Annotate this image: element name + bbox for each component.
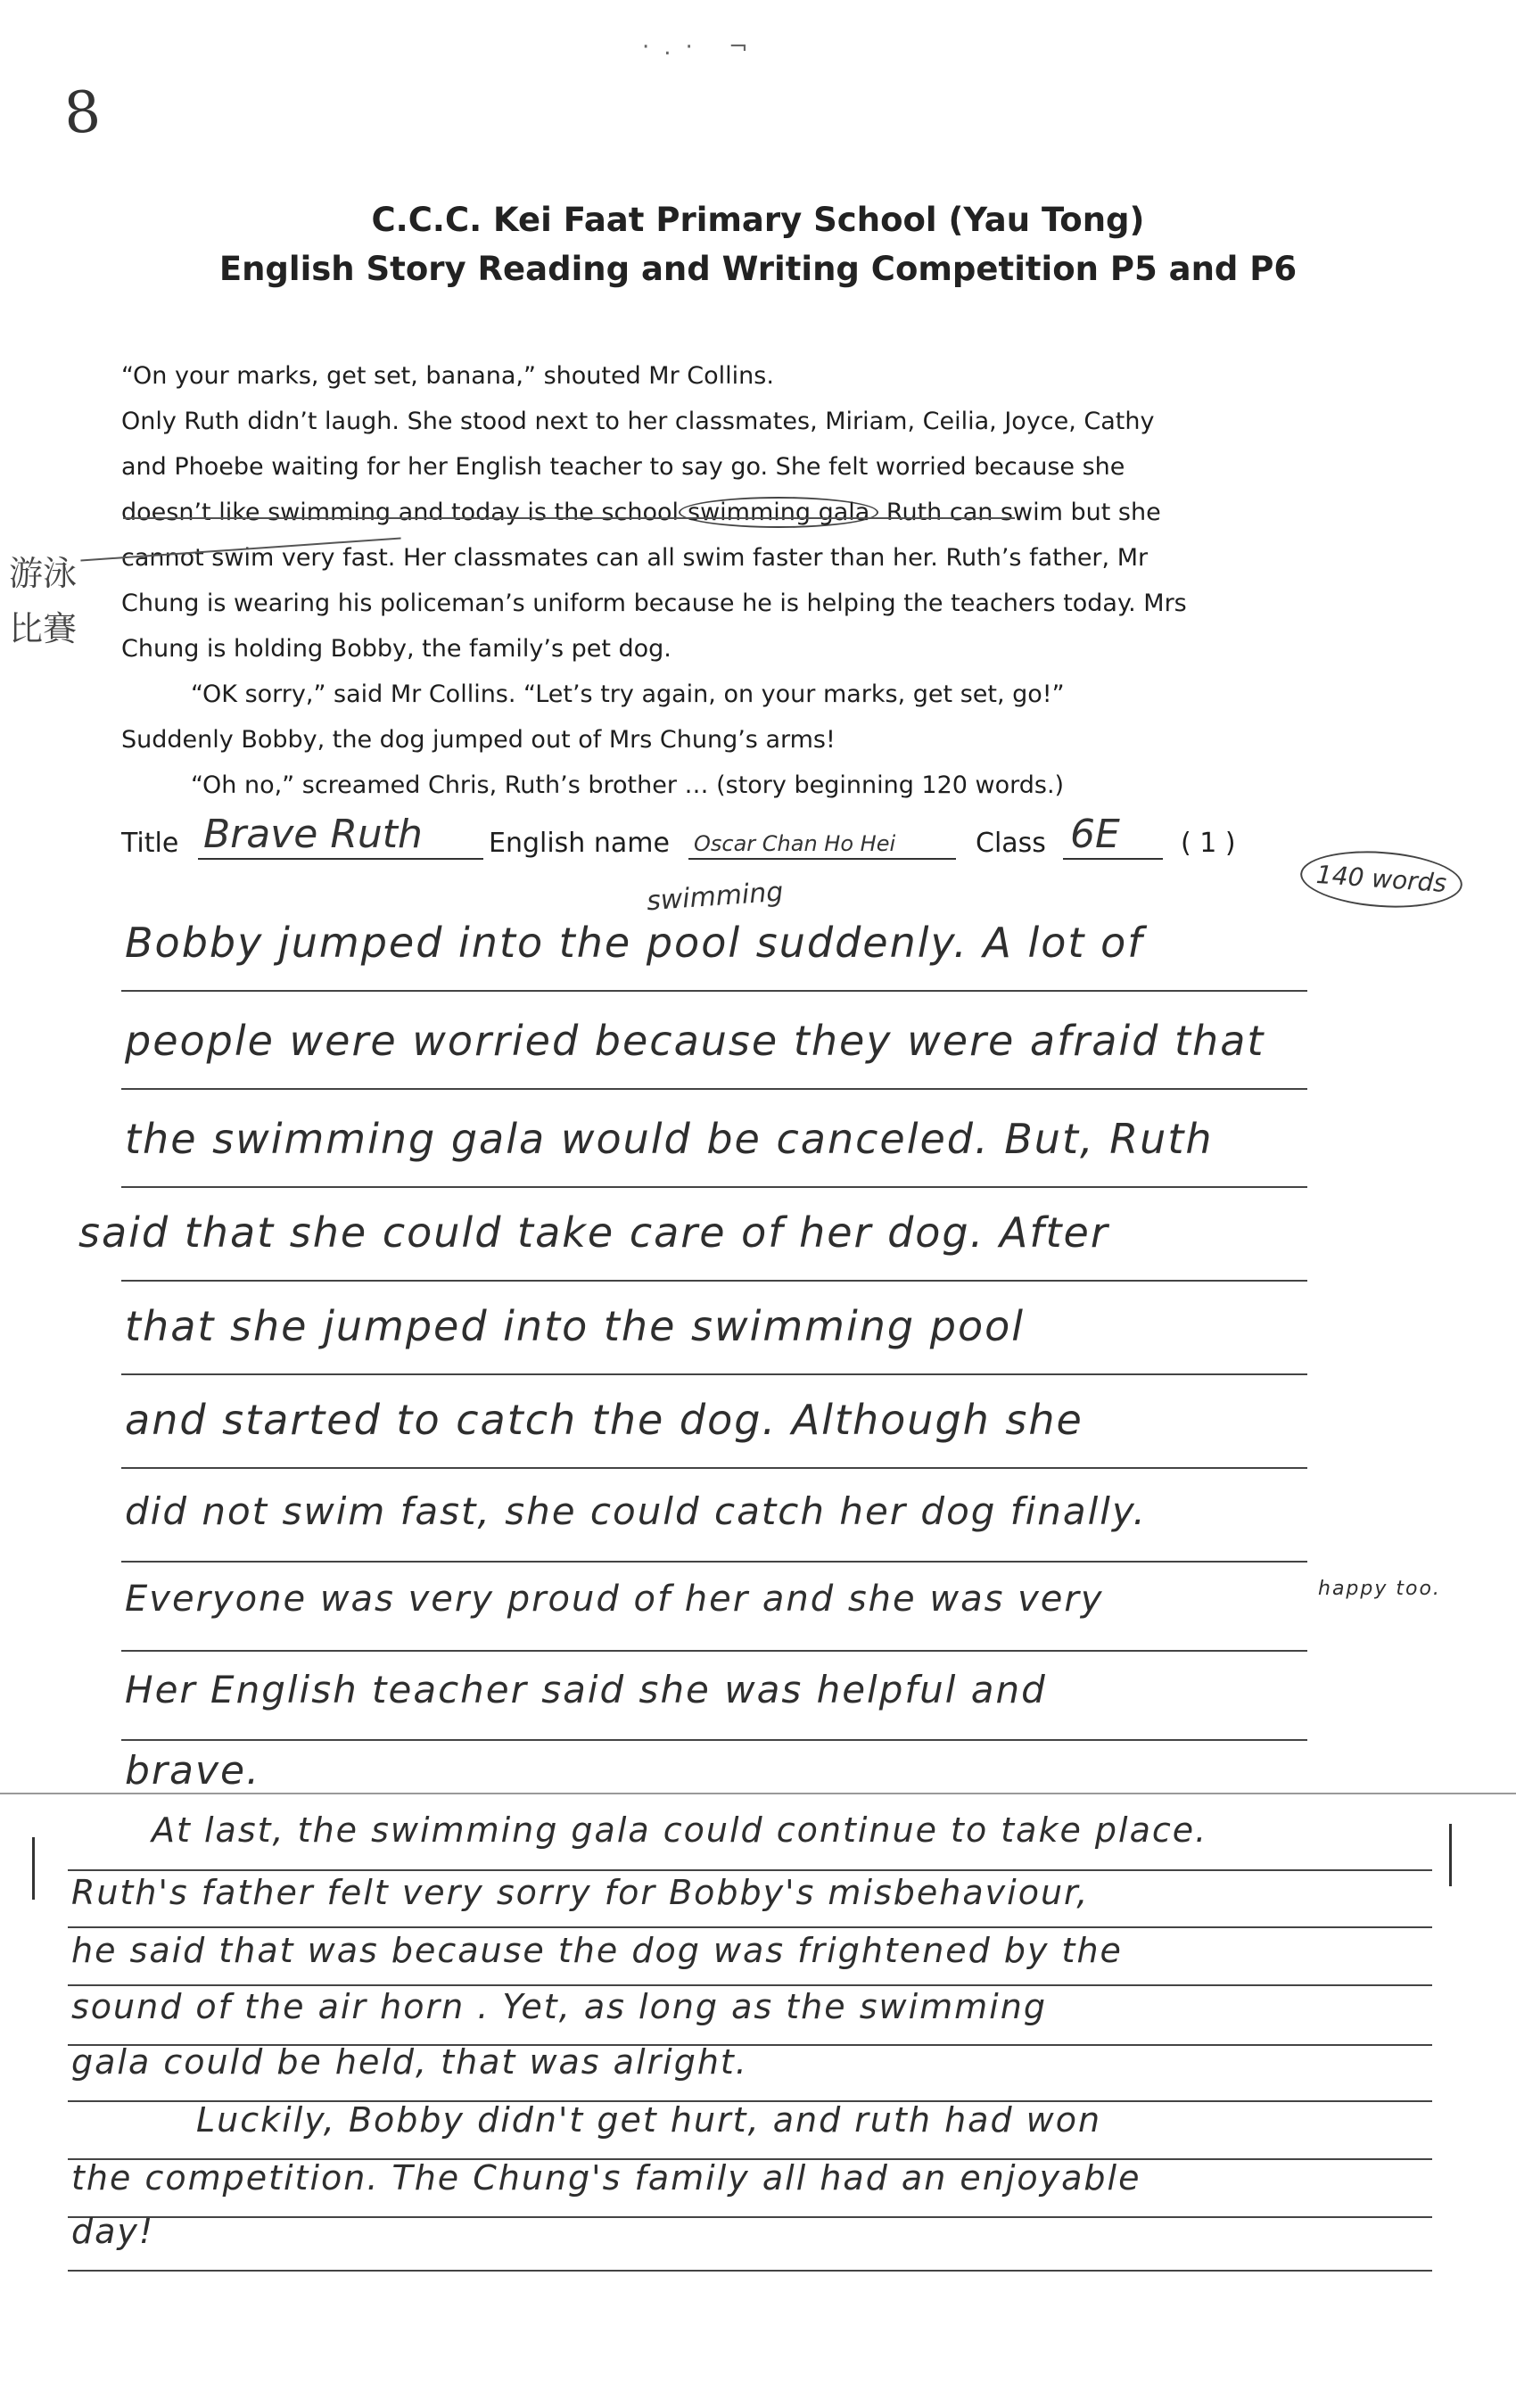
writing-rule (121, 1739, 1307, 1741)
story-line: “On your marks, get set, banana,” shouted Mr Collins. (121, 362, 774, 390)
writing-rule (121, 1186, 1307, 1188)
inserted-word: swimming (645, 876, 785, 918)
handwriting-line: that she jumped into the swimming pool (125, 1302, 1026, 1350)
competition-title: English Story Reading and Writing Competition P5 and P6 (218, 250, 1298, 288)
story-line: cannot swim very fast. Her classmates can all swim faster than her. Ruth’s father, Mr (121, 544, 1149, 572)
handwriting-line: Her English teacher said she was helpful and (125, 1668, 1047, 1711)
writing-rule (68, 1869, 1432, 1871)
writing-rule (121, 1467, 1307, 1469)
writing-rule (121, 1088, 1307, 1090)
paper-edge (0, 1793, 1516, 1794)
story-line: “Oh no,” screamed Chris, Ruth’s brother … (story beginning 120 words.) (191, 771, 1065, 799)
story-line: Chung is wearing his policeman’s uniform because he is helping the teachers today. Mrs (121, 590, 1187, 617)
title-label: Title (121, 828, 179, 859)
story-line: “OK sorry,” said Mr Collins. “Let’s try again, on your marks, get set, go!” (191, 680, 1065, 708)
circled-phrase: swimming gala (679, 497, 878, 528)
class-label: Class (976, 828, 1046, 859)
margin-addition: happy too. (1318, 1578, 1441, 1600)
story-line-part: doesn’t like swimming and today is the school (121, 499, 679, 526)
name-value: Oscar Chan Ho Hei (694, 831, 896, 856)
top-scribble: ·.· ¬ (642, 34, 762, 61)
handwriting-line: he said that was because the dog was frightened by the (71, 1931, 1123, 1970)
title-value: Brave Ruth (203, 812, 423, 857)
writing-rule (68, 1984, 1432, 1986)
handwriting-line: the competition. The Chung's family all had an enjoyable (71, 2158, 1141, 2198)
handwriting-line: sound of the air horn . Yet, as long as the swimming (71, 1987, 1047, 2026)
class-value: 6E (1070, 812, 1120, 857)
story-line: Only Ruth didn’t laugh. She stood next to her classmates, Miriam, Ceilia, Joyce, Cathy (121, 408, 1155, 435)
school-name: C.C.C. Kei Faat Primary School (Yau Tong) (371, 201, 1145, 239)
handwriting-line: At last, the swimming gala could continue to take place. (152, 1810, 1208, 1850)
handwriting-line: brave. (125, 1748, 261, 1794)
story-line: Chung is holding Bobby, the family’s pet dog. (121, 635, 671, 663)
story-line-part: Ruth can swim but she (878, 499, 1161, 526)
writing-rule (121, 1561, 1307, 1563)
handwriting-line: said that she could take care of her dog. After (78, 1208, 1109, 1257)
handwriting-line: Ruth's father felt very sorry for Bobby's misbehaviour, (71, 1873, 1090, 1912)
margin-bar (32, 1837, 35, 1900)
handwriting-line: Everyone was very proud of her and she was very (125, 1579, 1104, 1620)
handwriting-line: Bobby jumped into the pool suddenly. A lot of (125, 919, 1144, 967)
writing-rule (68, 1926, 1432, 1928)
handwriting-line: Luckily, Bobby didn't get hurt, and ruth had won (196, 2100, 1102, 2140)
handwriting-line: and started to catch the dog. Although she (125, 1396, 1083, 1444)
handwriting-line: day! (71, 2212, 155, 2251)
writing-rule (121, 1373, 1307, 1375)
margin-bar (1449, 1824, 1452, 1886)
name-label: English name (489, 828, 670, 859)
writing-rule (68, 2216, 1432, 2218)
handwriting-line: did not swim fast, she could catch her dog finally. (125, 1489, 1147, 1533)
writing-rule (121, 1650, 1307, 1652)
writing-rule (68, 2270, 1432, 2272)
handwriting-line: people were worried because they were afraid that (125, 1017, 1265, 1065)
page-mark: 8 (62, 78, 103, 148)
writing-rule (121, 990, 1307, 992)
story-line: Suddenly Bobby, the dog jumped out of Mrs Chung’s arms! (121, 726, 836, 754)
story-line: and Phoebe waiting for her English teacher to say go. She felt worried because she (121, 453, 1125, 481)
class-number: ( 1 ) (1181, 828, 1236, 859)
writing-rule (121, 1280, 1307, 1282)
handwriting-line: the swimming gala would be canceled. But, Ruth (125, 1115, 1214, 1163)
margin-note-line: 比賽 (9, 609, 78, 648)
handwriting-line: gala could be held, that was alright. (71, 2042, 748, 2082)
margin-note-line: 游泳 (9, 554, 78, 593)
word-count-badge: 140 words (1298, 846, 1464, 913)
